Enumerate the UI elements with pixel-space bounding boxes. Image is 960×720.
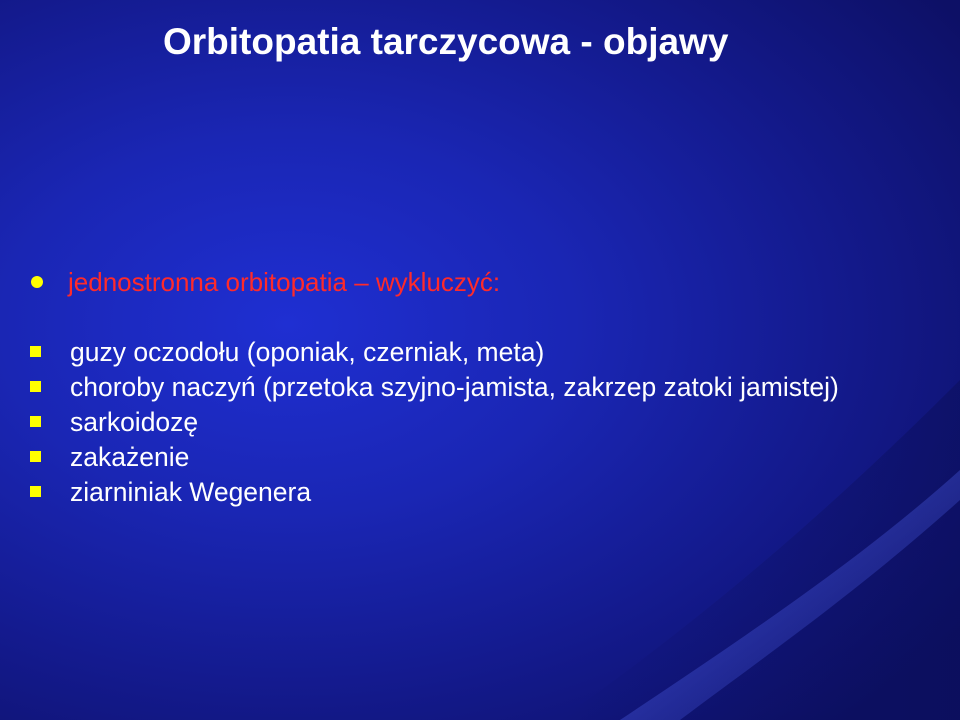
round-bullet-icon [31,276,43,288]
list-item-text: ziarniniak Wegenera [70,477,312,507]
square-bullet-icon [30,451,41,462]
list-item-text: choroby naczyń (przetoka szyjno-jamista, zakrzep zatoki jamistej) [70,372,839,402]
square-bullet-icon [30,486,41,497]
list-item [28,335,928,370]
square-bullet-icon [30,416,41,427]
slide-title: Orbitopatia tarczycowa - objawy [163,21,729,62]
list-item-text: zakażenie [70,442,190,472]
main-bullet [28,265,928,299]
main-bullet-text: jednostronna orbitopatia – wykluczyć: [68,267,501,297]
list-item [28,440,928,475]
sub-bullet-list [28,335,928,510]
list-item [28,370,928,405]
list-item-text: guzy oczodołu (oponiak, czerniak, meta) [70,337,545,367]
square-bullet-icon [30,381,41,392]
list-item-text: sarkoidozę [70,407,199,437]
list-item [28,405,928,440]
square-bullet-icon [30,346,41,357]
list-item [28,475,928,510]
